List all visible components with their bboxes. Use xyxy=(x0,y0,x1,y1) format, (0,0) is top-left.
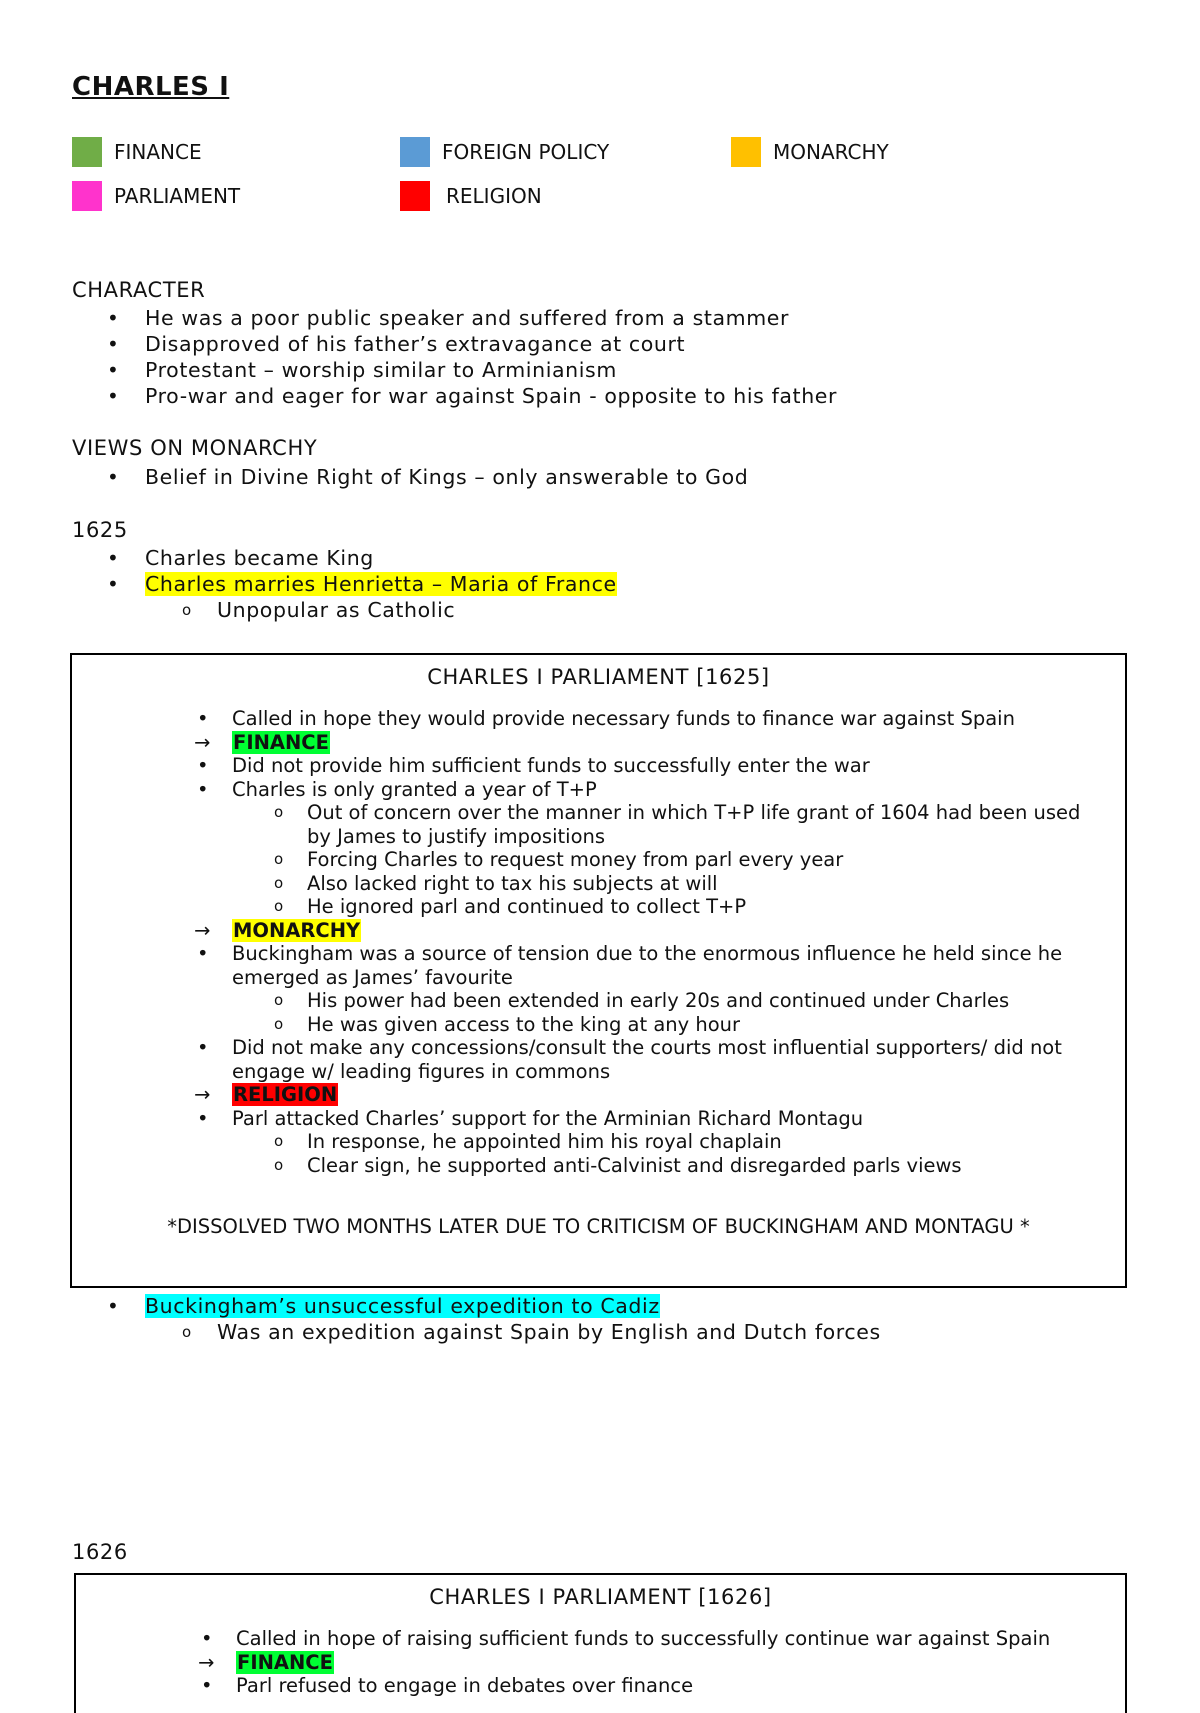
list-item xyxy=(72,383,837,409)
bullet-icon: • xyxy=(107,332,120,356)
finance-tag: FINANCE xyxy=(237,1650,333,1674)
legend-parliament xyxy=(72,181,240,211)
section-heading-views: VIEWS ON MONARCHY xyxy=(72,436,318,460)
list-item-text: Buckingham was a source of tension due to the enormous influence he held since he emerged as James’ favourite xyxy=(232,942,1063,989)
list-item-text: Pro-war and eager for war against Spain - opposite to his father xyxy=(145,384,838,408)
bullet-icon: • xyxy=(107,465,120,489)
parliament-1626-box xyxy=(74,1573,1127,1713)
box-title: CHARLES I PARLIAMENT [1626] xyxy=(429,1585,772,1609)
list-item xyxy=(72,1130,1125,1154)
list-item xyxy=(72,1107,1125,1131)
list-item-text: In response, he appointed him his royal chaplain xyxy=(307,1130,782,1153)
list-item xyxy=(72,545,617,571)
list-item-text: Charles became King xyxy=(145,546,374,570)
list-item-text: Out of concern over the manner in which T+P life grant of 1604 had been used by James to justify impositions xyxy=(307,801,1081,848)
circle-bullet-icon: o xyxy=(274,1014,284,1033)
bullet-icon: • xyxy=(201,1674,213,1697)
category-finance xyxy=(76,1651,1125,1675)
bullet-icon: • xyxy=(197,1036,209,1059)
list-item xyxy=(72,872,1125,896)
list-item xyxy=(72,597,617,623)
list-item xyxy=(72,778,1125,802)
list-item xyxy=(72,848,1125,872)
circle-bullet-icon: o xyxy=(274,991,284,1009)
cadiz-list xyxy=(72,1293,881,1345)
list-item-text: Called in hope of raising sufficient funds to successfully continue war against Spain xyxy=(236,1627,1051,1650)
bullet-icon: • xyxy=(107,1294,120,1318)
list-item-text: Disapproved of his father’s extravagance at court xyxy=(145,332,686,356)
list-item-text: Forcing Charles to request money from parl every year xyxy=(307,848,844,871)
list-item xyxy=(72,357,837,383)
list-item xyxy=(72,571,617,597)
list-item-text: He was given access to the king at any hour xyxy=(307,1012,741,1036)
arrow-right-icon: → xyxy=(194,1083,211,1106)
list-item-text: Also lacked right to tax his subjects at will xyxy=(307,871,718,895)
finance-tag: FINANCE xyxy=(233,730,329,754)
legend-label: MONARCHY xyxy=(773,140,889,164)
legend-swatch-pink xyxy=(72,181,102,211)
arrow-right-icon: → xyxy=(198,1650,215,1674)
legend-label: RELIGION xyxy=(446,184,542,208)
circle-bullet-icon: o xyxy=(274,873,284,892)
list-item-text: Clear sign, he supported anti-Calvinist and disregarded parls views xyxy=(307,1153,962,1177)
category-monarchy xyxy=(72,919,1125,943)
monarchy-tag: MONARCHY xyxy=(233,918,361,942)
circle-bullet-icon: o xyxy=(274,1155,284,1174)
list-item-text: Unpopular as Catholic xyxy=(217,598,456,622)
bullet-icon: • xyxy=(107,306,120,330)
bullet-icon: • xyxy=(197,942,209,965)
bullet-icon: • xyxy=(201,1627,213,1650)
religion-tag: RELIGION xyxy=(233,1083,338,1106)
list-item xyxy=(72,942,1125,989)
list-item xyxy=(76,1627,1125,1651)
events-1625-list xyxy=(72,545,617,623)
character-list xyxy=(72,305,837,409)
parliament-1626-list xyxy=(76,1627,1125,1698)
section-heading-1626: 1626 xyxy=(72,1540,128,1564)
circle-bullet-icon: o xyxy=(274,897,284,915)
bullet-icon: • xyxy=(197,777,209,801)
legend-religion xyxy=(400,181,542,211)
legend-finance xyxy=(72,137,202,167)
list-item-text: Charles is only granted a year of T+P xyxy=(232,777,597,801)
list-item xyxy=(72,305,837,331)
section-heading-1625: 1625 xyxy=(72,518,128,542)
list-item xyxy=(76,1674,1125,1698)
views-list xyxy=(72,464,748,490)
list-item-text: Was an expedition against Spain by English and Dutch forces xyxy=(217,1320,881,1344)
list-item-text: His power had been extended in early 20s and continued under Charles xyxy=(307,989,1010,1012)
arrow-right-icon: → xyxy=(194,730,211,754)
list-item xyxy=(72,1319,881,1345)
list-item-text: Belief in Divine Right of Kings – only answerable to God xyxy=(145,465,749,489)
list-item xyxy=(72,1013,1125,1037)
circle-bullet-icon: o xyxy=(182,601,192,619)
list-item xyxy=(72,801,1125,848)
bullet-icon: • xyxy=(197,1106,209,1130)
list-item-text: Did not make any concessions/consult the courts most influential supporters/ did not engage w/ leading figures in commons xyxy=(232,1036,1062,1083)
page-title: CHARLES I xyxy=(72,72,230,102)
circle-bullet-icon: o xyxy=(274,803,284,821)
parliament-1625-list xyxy=(72,707,1125,1177)
legend-swatch-red xyxy=(400,181,430,211)
bullet-icon: • xyxy=(107,384,120,408)
legend-foreign-policy xyxy=(400,137,609,167)
list-item-text: Protestant – worship similar to Arminianism xyxy=(145,358,617,382)
list-item xyxy=(72,989,1125,1013)
arrow-right-icon: → xyxy=(194,918,211,942)
circle-bullet-icon: o xyxy=(274,1132,284,1150)
list-item xyxy=(72,1293,881,1319)
legend-monarchy xyxy=(731,137,889,167)
legend-swatch-green xyxy=(72,137,102,167)
list-item-text: He was a poor public speaker and suffered from a stammer xyxy=(145,306,790,330)
list-item-text: Parl refused to engage in debates over finance xyxy=(236,1674,694,1697)
list-item xyxy=(72,1036,1125,1083)
list-item xyxy=(72,754,1125,778)
list-item xyxy=(72,895,1125,919)
list-item xyxy=(72,1154,1125,1178)
circle-bullet-icon: o xyxy=(182,1323,192,1341)
list-item-text: He ignored parl and continued to collect T+P xyxy=(307,895,747,918)
list-item xyxy=(72,331,837,357)
legend-swatch-amber xyxy=(731,137,761,167)
bullet-icon: • xyxy=(107,546,120,570)
bullet-icon: • xyxy=(107,572,120,596)
legend-label: FOREIGN POLICY xyxy=(442,140,610,164)
legend-swatch-blue xyxy=(400,137,430,167)
list-item xyxy=(72,707,1125,731)
list-item-text: Parl attacked Charles’ support for the Arminian Richard Montagu xyxy=(232,1106,864,1130)
section-heading-character: CHARACTER xyxy=(72,278,206,302)
category-religion xyxy=(72,1083,1125,1107)
dissolved-note: *DISSOLVED TWO MONTHS LATER DUE TO CRITICISM OF BUCKINGHAM AND MONTAGU * xyxy=(167,1215,1030,1238)
bullet-icon: • xyxy=(197,707,209,730)
legend-label: PARLIAMENT xyxy=(114,184,241,208)
bullet-icon: • xyxy=(107,358,120,382)
list-item-text: Called in hope they would provide necessary funds to finance war against Spain xyxy=(232,707,1015,730)
highlighted-text: Charles marries Henrietta – Maria of France xyxy=(145,572,617,596)
highlighted-text: Buckingham’s unsuccessful expedition to Cadiz xyxy=(145,1294,660,1318)
circle-bullet-icon: o xyxy=(274,850,284,868)
list-item-text: Did not provide him sufficient funds to successfully enter the war xyxy=(232,754,870,777)
bullet-icon: • xyxy=(197,754,209,777)
box-title: CHARLES I PARLIAMENT [1625] xyxy=(427,665,770,689)
category-finance xyxy=(72,731,1125,755)
legend-label: FINANCE xyxy=(114,140,202,164)
list-item xyxy=(72,464,748,490)
parliament-1625-box xyxy=(70,653,1127,1288)
